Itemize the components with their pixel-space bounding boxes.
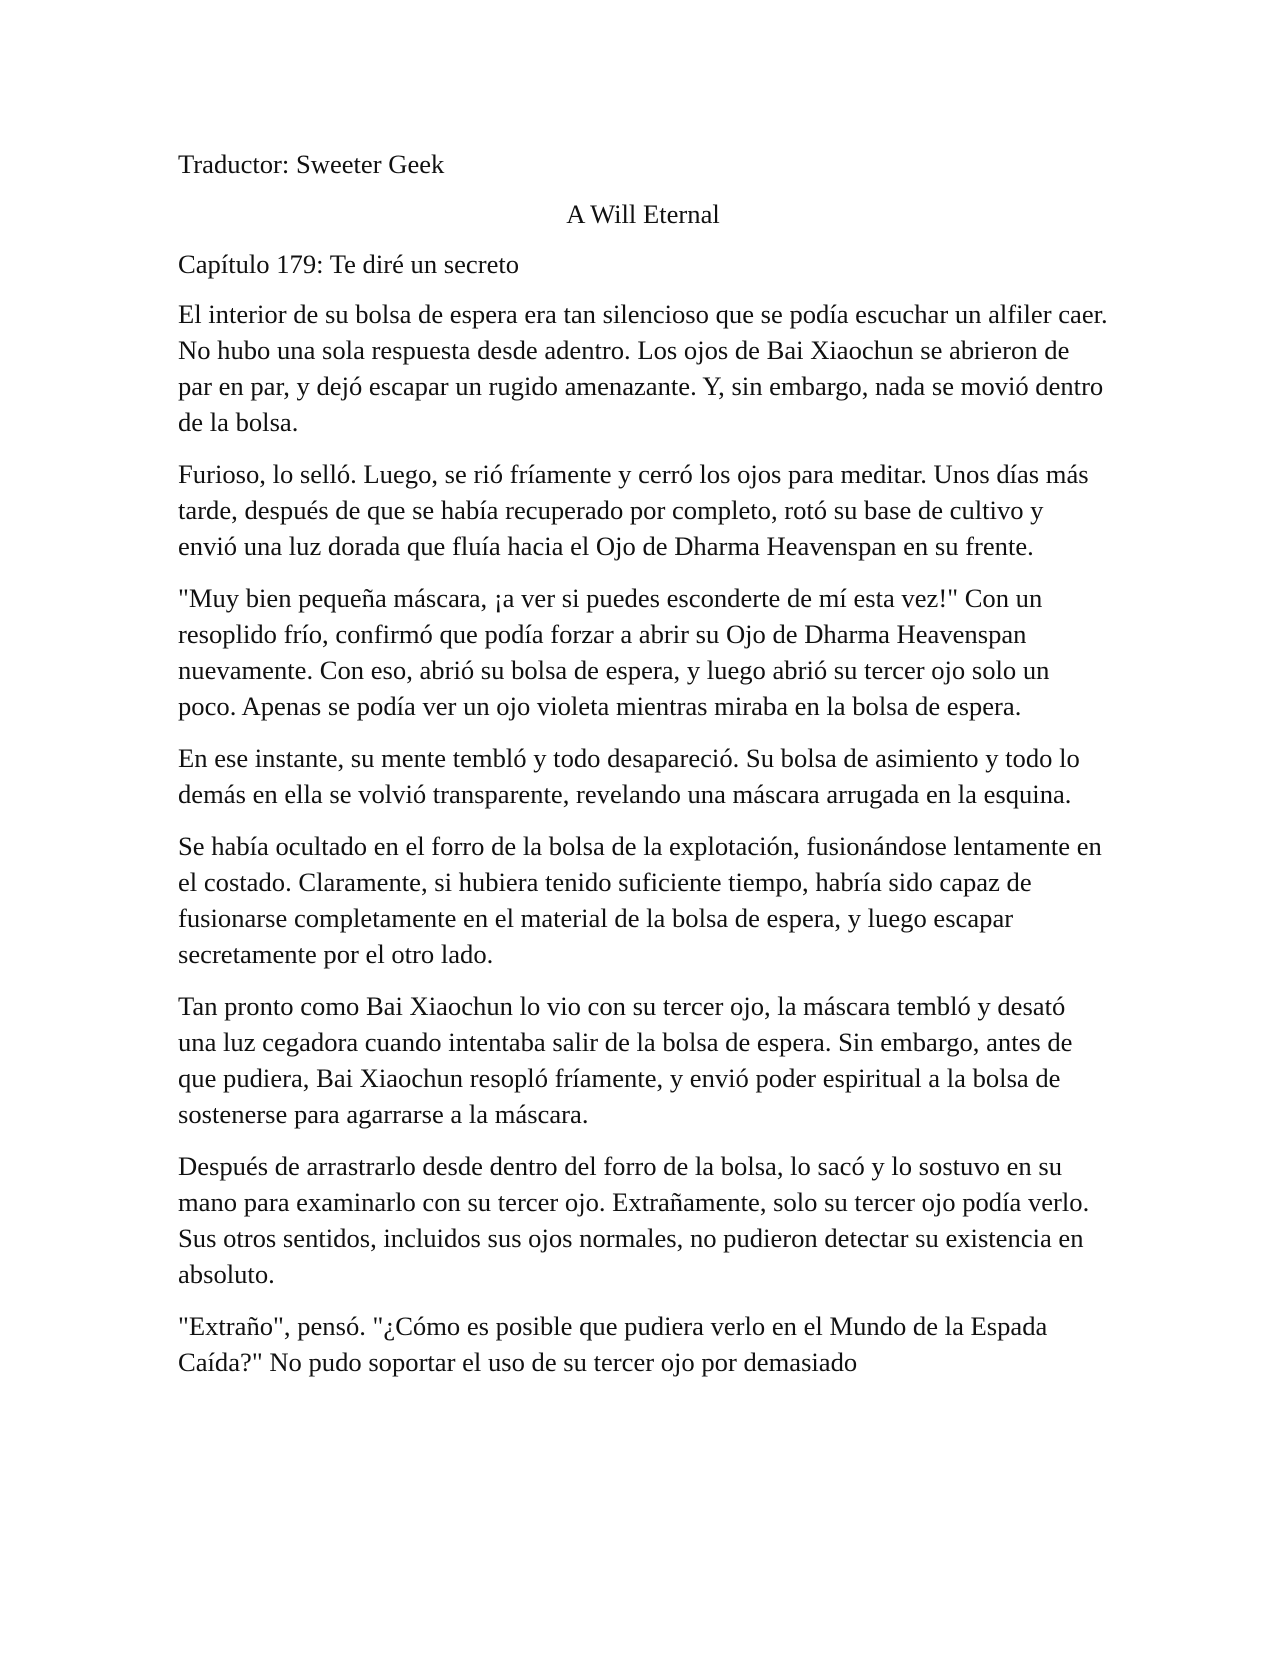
book-title: A Will Eternal [566,199,720,229]
paragraph: El interior de su bolsa de espera era tan silencioso que se podía escuchar un alfiler caer. No hubo una sola respuesta desde adentro. Los ojos de Bai Xiaochun se abrieron de par en par, y dejó escapar un rugido amenazante. Y, sin embargo, nada se movió dentro de la bolsa. [178,299,1108,437]
paragraph: Tan pronto como Bai Xiaochun lo vio con su tercer ojo, la máscara tembló y desató una luz cegadora cuando intentaba salir de la bolsa de espera. Sin embargo, antes de que pudiera, Bai Xiaochun resopló fríamente, y envió poder espiritual a la bolsa de sostenerse para agarrarse a la máscara. [178,991,1073,1129]
paragraph: En ese instante, su mente tembló y todo desapareció. Su bolsa de asimiento y todo lo demás en ella se volvió transparente, revelando una máscara arrugada en la esquina. [178,743,1080,809]
paragraph: Después de arrastrarlo desde dentro del forro de la bolsa, lo sacó y lo sostuvo en su mano para examinarlo con su tercer ojo. Extrañamente, solo su tercer ojo podía verlo. Sus otros sentidos, incluidos sus ojos normales, no pudieron detectar su existencia en absoluto. [178,1151,1090,1289]
paragraph: Se había ocultado en el forro de la bolsa de la explotación, fusionándose lentamente en el costado. Claramente, si hubiera tenido suficiente tiempo, habría sido capaz de fusionarse completamente en el material de la bolsa de espera, y luego escapar secretamente por el otro lado. [178,831,1102,969]
chapter-title: Capítulo 179: Te diré un secreto [178,249,520,279]
paragraph: "Muy bien pequeña máscara, ¡a ver si puedes esconderte de mí esta vez!" Con un resoplido frío, confirmó que podía forzar a abrir su Ojo de Dharma Heavenspan nuevamente. Con eso, abrió su bolsa de espera, y luego abrió su tercer ojo solo un poco. Apenas se podía ver un ojo violeta mientras miraba en la bolsa de espera. [178,583,1050,721]
document-page [178,146,1108,1396]
translator-credit: Traductor: Sweeter Geek [178,149,445,179]
paragraph: Furioso, lo selló. Luego, se rió fríamente y cerró los ojos para meditar. Unos días más tarde, después de que se había recuperado por completo, rotó su base de cultivo y envió una luz dorada que fluía hacia el Ojo de Dharma Heavenspan en su frente. [178,459,1089,561]
paragraph: "Extraño", pensó. "¿Cómo es posible que pudiera verlo en el Mundo de la Espada Caída?" No pudo soportar el uso de su tercer ojo por demasiado [178,1311,1048,1377]
